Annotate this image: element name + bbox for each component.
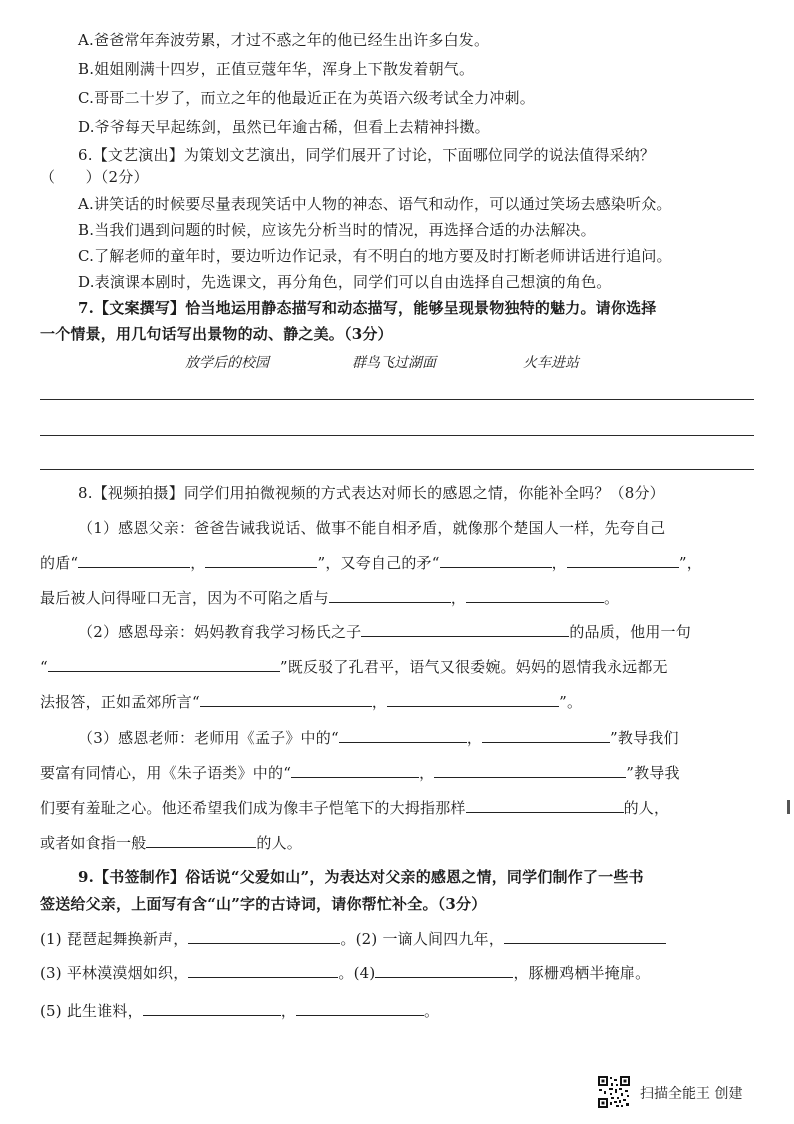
q9-blank-6[interactable] [296,1001,424,1016]
q5-option-d: D.爷爷每天早起练剑，虽然已年逾古稀，但看上去精神抖擞。 [78,118,490,136]
q8-p1-text-d: ， [551,554,567,572]
q8-blank-shield-2[interactable] [205,553,317,568]
q8-p3-text-g: 们要有羞耻之心。他还希望我们成为像丰子恺笔下的大拇指那样 [40,799,466,817]
q9-row-1 [40,929,666,949]
q8-part2-line2 [40,657,668,677]
q9-blank-1[interactable] [188,929,340,944]
q8-blank-zhuzi-2[interactable] [434,763,626,778]
q8-p3-text-b: ， [466,729,483,747]
q8-p3-text-e: ， [419,764,435,782]
q8-blank-thumb[interactable] [466,798,624,813]
q8-p3-text-c: ”教导我们 [610,729,679,747]
q9-stem-line2: 签送给父亲，上面写有含“山”字的古诗词，请你帮忙补全。（3分） [40,895,487,913]
q8-blank-retort[interactable] [48,657,280,672]
q8-blank-mengjiao-2[interactable] [387,692,559,707]
q8-p3-text-j: 的人。 [256,834,303,852]
q8-stem: 8.【视频拍摄】同学们用拍微视频的方式表达对师长的感恩之情，你能补全吗？（8分） [78,484,665,502]
q9-row-3 [40,1001,439,1021]
q6-option-c: C.了解老师的童年时，要边听边作记录，有不明白的地方要及时打断老师讲话进行追问。 [78,247,672,265]
q6-option-b: B.当我们遇到问题的时候，应该先分析当时的情况，再选择合适的办法解决。 [78,221,596,239]
q8-p2-text-a: （2）感恩母亲：妈妈教育我学习杨氏之子 [78,623,362,641]
q5-option-b: B.姐姐刚满十四岁，正值豆蔻年华，浑身上下散发着朝气。 [78,60,475,78]
q7-answer-line-1[interactable] [40,399,754,400]
q7-scene-3: 火车进站 [523,355,579,371]
q8-p1-text-b: ， [190,554,206,572]
q9-blank-4[interactable] [375,963,513,978]
q8-p1-text-h: 。 [604,589,620,607]
q8-blank-spear-2[interactable] [567,553,679,568]
q8-blank-shield-1[interactable] [78,553,190,568]
q9-row-2 [40,963,650,983]
q8-p1-text-e: ”， [678,554,702,572]
q9-r3-text-c: 。 [424,1002,440,1020]
q8-blank-quality[interactable] [361,622,569,637]
q9-r2-text-c: ，豚栅鸡栖半掩扉。 [513,964,651,982]
q8-part1-line1: （1）感恩父亲：爸爸告诫我说话、做事不能自相矛盾，就像那个楚国人一样，先夸自己 [78,519,666,537]
q7-scene-2: 群鸟飞过湖面 [352,355,436,371]
q9-r3-text-a: (5) 此生谁料， [40,1002,143,1020]
q8-p1-text-g: ， [450,589,467,607]
q8-p1-text-c: ”，又夸自己的矛“ [317,554,440,572]
q8-blank-mencius-1[interactable] [339,728,467,743]
qr-code-icon [597,1075,631,1109]
q8-part3-line2 [40,763,680,783]
q6-option-a: A.讲笑话的时候要尽量表现笑话中人物的神态、语气和动作，可以通过笑场去感染听众。 [78,195,672,213]
q6-stem: 6.【文艺演出】为策划文艺演出，同学们展开了讨论，下面哪位同学的说法值得采纳？ [78,146,656,164]
q5-option-a: A.爸爸常年奔波劳累，才过不惑之年的他已经生出许多白发。 [78,31,490,49]
q8-p3-text-h: 的人， [623,799,670,817]
scanner-watermark-text: 扫描全能王 创建 [640,1086,743,1102]
q6-answer-paren: （ ）（2分） [40,168,149,186]
q8-part1-line3 [40,588,619,608]
q5-option-c: C.哥哥二十岁了，而立之年的他最近正在为英语六级考试全力冲刺。 [78,89,535,107]
q6-option-d: D.表演课本剧时，先选课文，再分角色，同学们可以自由选择自己想演的角色。 [78,273,612,291]
q9-stem-line1: 9.【书签制作】俗话说“父爱如山”，为表达对父亲的感恩之情，同学们制作了一些书 [78,868,644,886]
q8-p2-text-b: 的品质，他用一句 [569,623,691,641]
q9-r2-text-b: 。(4) [338,964,376,982]
q9-r1-text-a: (1) 琵琶起舞换新声， [40,930,189,948]
q8-p3-text-d: 要富有同情心，用《朱子语类》中的“ [40,764,292,782]
q8-blank-spear-1[interactable] [440,553,552,568]
q8-p2-text-e: 法报答，正如孟郊所言“ [40,693,200,711]
q8-p3-text-f: ”教导我 [626,764,680,782]
q7-scene-1: 放学后的校园 [185,355,269,371]
q9-r3-text-b: ， [280,1002,297,1020]
q8-p2-text-g: ”。 [559,693,583,711]
q8-p1-text-a: 的盾“ [40,554,79,572]
q8-blank-zhuzi-1[interactable] [291,763,419,778]
q8-part1-line2 [40,553,702,573]
q7-answer-line-2[interactable] [40,435,754,436]
q9-r1-text-b: 。(2) 一谪人间四九年， [340,930,505,948]
q8-p3-text-i: 或者如食指一般 [40,834,147,852]
scan-mark [787,800,790,814]
q8-blank-mencius-2[interactable] [482,728,610,743]
q8-part2-line3 [40,692,582,712]
q8-p1-text-f: 最后被人问得哑口无言，因为不可陷之盾与 [40,589,329,607]
q8-p2-text-d: ”既反驳了孔君平，语气又很委婉。妈妈的恩情我永远都无 [279,658,668,676]
q8-part3-line1 [78,728,679,748]
q8-part2-line1 [78,622,691,642]
q8-p3-text-a: （3）感恩老师：老师用《孟子》中的“ [78,729,339,747]
q9-blank-3[interactable] [188,963,338,978]
q8-part3-line3 [40,798,669,818]
q8-blank-mengjiao-1[interactable] [200,692,372,707]
q7-stem-line2: 一个情景，用几句话写出景物的动、静之美。（3分） [40,325,393,343]
q7-stem-line1: 7.【文案撰写】恰当地运用静态描写和动态描写，能够呈现景物独特的魅力。请你选择 [78,299,657,317]
q8-blank-index-finger[interactable] [146,833,256,848]
q8-blank-idiom-2[interactable] [466,588,604,603]
q8-part3-line4 [40,833,302,853]
q9-blank-2[interactable] [504,929,666,944]
q9-blank-5[interactable] [143,1001,281,1016]
q9-r2-text-a: (3) 平林漠漠烟如织， [40,964,189,982]
q7-answer-line-3[interactable] [40,469,754,470]
q8-p2-text-f: ， [371,693,388,711]
q8-blank-idiom-1[interactable] [329,588,451,603]
q8-p2-text-c: “ [40,658,48,676]
